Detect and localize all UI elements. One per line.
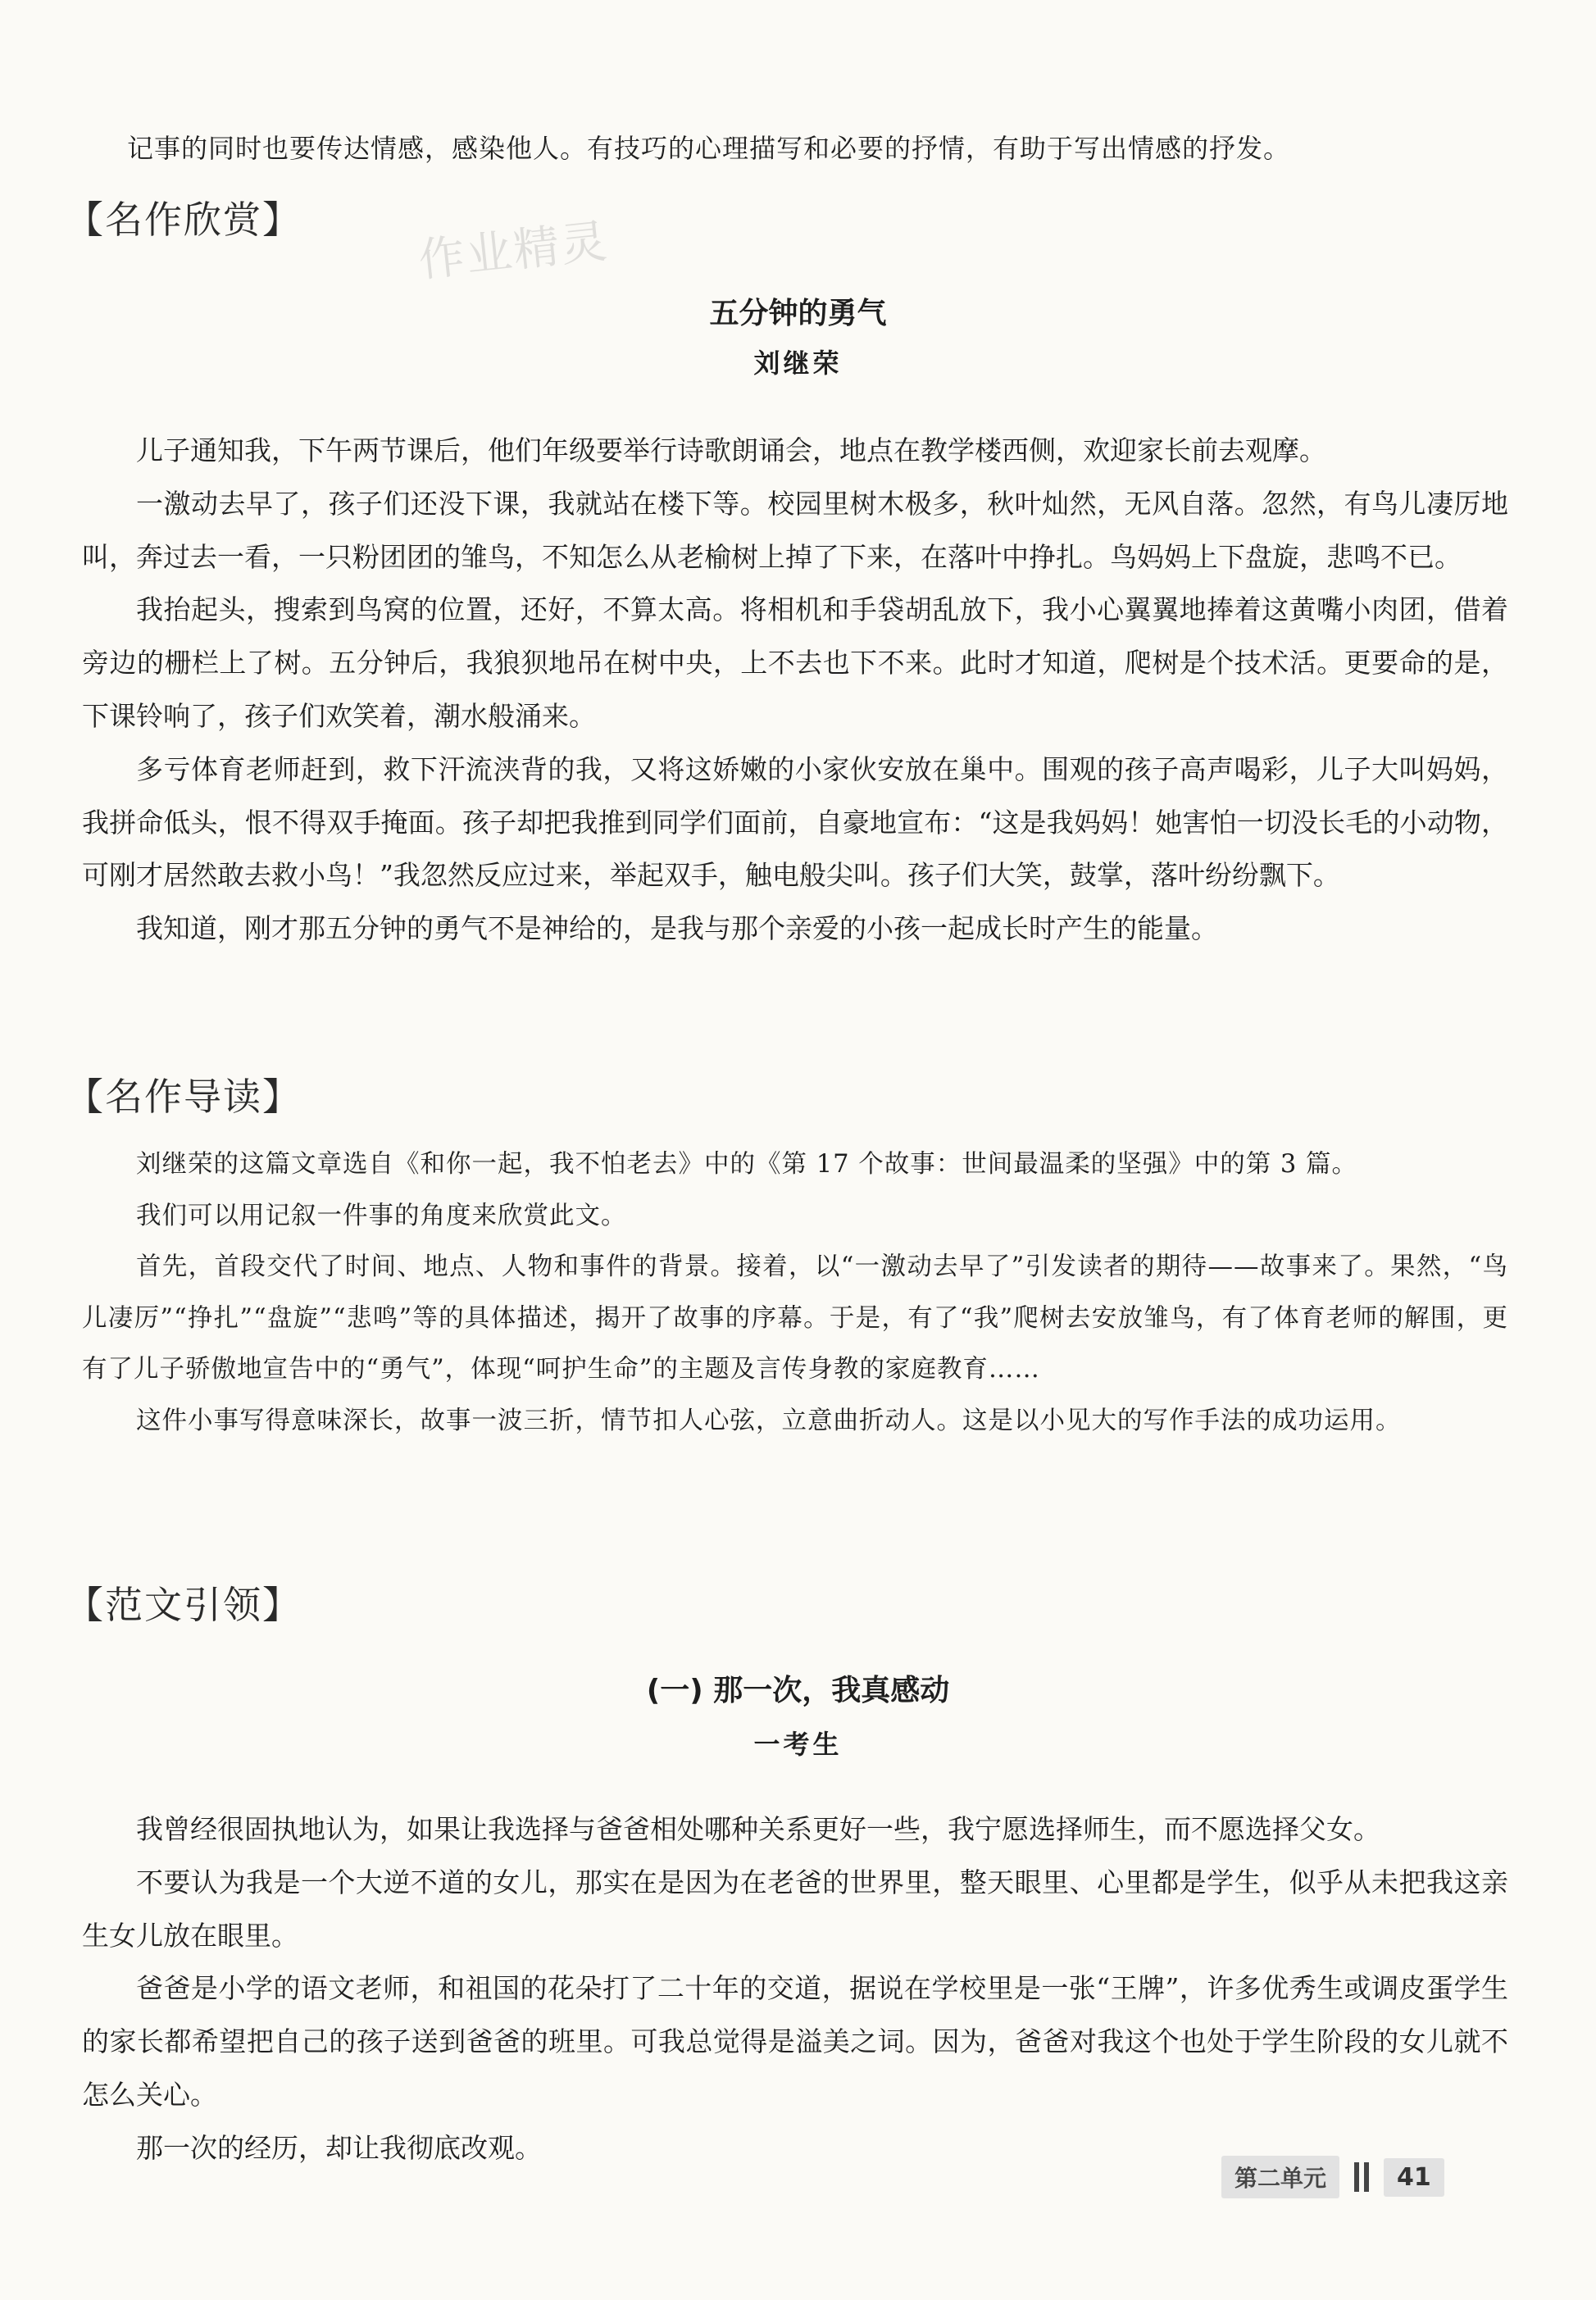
essay1-paragraph: 一激动去早了，孩子们还没下课，我就站在楼下等。校园里树木极多，秋叶灿然，无风自落。忽然，有鸟儿凄厉地叫，奔过去一看，一只粉团团的雏鸟，不知怎么从老榆树上掉了下来，在落叶中挣扎。鸟妈妈上下盘旋，悲鸣不已。	[82, 487, 1508, 573]
essay1-paragraph: 儿子通知我，下午两节课后，他们年级要举行诗歌朗诵会，地点在教学楼西侧，欢迎家长前去观摩。	[136, 434, 1326, 466]
divider-bars-icon	[1354, 2162, 1369, 2192]
essay2-paragraph: 那一次的经历，却让我彻底改观。	[136, 2131, 542, 2164]
essay1-paragraph: 我抬起头，搜索到鸟窝的位置，还好，不算太高。将相机和手袋胡乱放下，我小心翼翼地捧着这黄嘴小肉团，借着旁边的栅栏上了树。五分钟后，我狼狈地吊在树中央，上不去也下不来。此时才知道，爬树是个技术活。更要命的是，下课铃响了，孩子们欢笑着，潮水般涌来。	[82, 593, 1508, 732]
guide-paragraph: 刘继荣的这篇文章选自《和你一起，我不怕老去》中的《第 17 个故事：世间最温柔的坚强》中的第 3 篇。	[136, 1150, 1357, 1179]
section-heading-guide: 【名作导读】	[66, 1075, 302, 1119]
essay2-title: (一) 那一次，我真感动	[646, 1674, 950, 1707]
section-heading-example: 【范文引领】	[66, 1583, 302, 1627]
intro-text: 记事的同时也要传达情感，感染他人。有技巧的心理描写和必要的抒情，有助于写出情感的抒发。	[127, 133, 1291, 164]
essay2-author: 一考生	[753, 1729, 843, 1760]
essay2-body	[82, 1803, 1508, 2175]
section-heading-appreciation: 【名作欣赏】	[66, 198, 302, 242]
guide-paragraph: 我们可以用记叙一件事的角度来欣赏此文。	[136, 1201, 627, 1230]
essay1-body	[82, 425, 1508, 956]
essay2-paragraph: 不要认为我是一个大逆不道的女儿，那实在是因为在老爸的世界里，整天眼里、心里都是学生，似乎从未把我这亲生女儿放在眼里。	[82, 1866, 1508, 1952]
essay1-author: 刘继荣	[753, 348, 843, 379]
essay2-paragraph: 我曾经很固执地认为，如果让我选择与爸爸相处哪种关系更好一些，我宁愿选择师生，而不愿选择父女。	[136, 1813, 1380, 1845]
guide-paragraph: 首先，首段交代了时间、地点、人物和事件的背景。接着，以“一激动去早了”引发读者的期待——故事来了。果然，“鸟儿凄厉”“挣扎”“盘旋”“悲鸣”等的具体描述，揭开了故事的序幕。于是，有了“我”爬树去安放雏鸟，有了体育老师的解围，更有了儿子骄傲地宣告中的“勇气”，体现“呵护生命”的主题及言传身教的家庭教育……	[82, 1252, 1508, 1384]
watermark: 作业精灵	[416, 215, 612, 288]
page-footer	[1221, 2156, 1444, 2198]
guide-body	[82, 1139, 1508, 1447]
essay2-paragraph: 爸爸是小学的语文老师，和祖国的花朵打了二十年的交道，据说在学校里是一张“王牌”，许多优秀生或调皮蛋学生的家长都希望把自己的孩子送到爸爸的班里。可我总觉得是溢美之词。因为，爸爸对我这个也处于学生阶段的女儿就不怎么关心。	[82, 1972, 1508, 2111]
guide-paragraph: 这件小事写得意味深长，故事一波三折，情节扣人心弦，立意曲折动人。这是以小见大的写作手法的成功运用。	[136, 1406, 1402, 1435]
essay1-paragraph: 我知道，刚才那五分钟的勇气不是神给的，是我与那个亲爱的小孩一起成长时产生的能量。	[136, 912, 1218, 945]
essay1-paragraph: 多亏体育老师赶到，救下汗流浃背的我，又将这娇嫩的小家伙安放在巢中。围观的孩子高声喝彩，儿子大叫妈妈，我拼命低头，恨不得双手掩面。孩子却把我推到同学们面前，自豪地宣布：“这是我妈妈！她害怕一切没长毛的小动物，可刚才居然敢去救小鸟！”我忽然反应过来，举起双手，触电般尖叫。孩子们大笑，鼓掌，落叶纷纷飘下。	[82, 752, 1508, 892]
page-number: 41	[1384, 2158, 1444, 2197]
unit-label: 第二单元	[1221, 2156, 1339, 2198]
essay1-title: 五分钟的勇气	[709, 297, 887, 330]
